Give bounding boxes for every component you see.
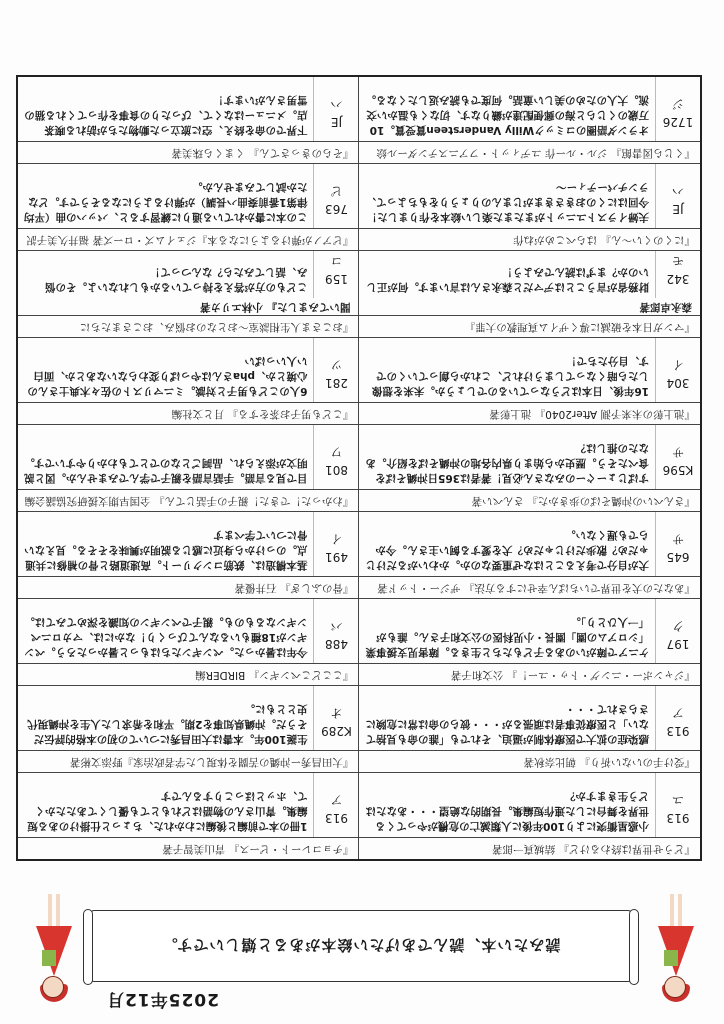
book-cell-right — [17, 425, 359, 512]
table-row — [17, 512, 701, 599]
classification-number: JE — [672, 202, 684, 216]
book-description: 目で見る言語。手話言語を親子で学んでみませんか。図と説明文が添えられ、品詞ごとなのでとてもわかりやすいです。 — [24, 457, 308, 484]
call-number — [314, 686, 359, 750]
book-description: 6人のこども男子と対談。ミニマリストの佐々木典士さんの心境とか、phaさんはやっぱり変わらないなあとか、面白い人いっぱい — [27, 355, 308, 397]
book-title: 『ここどこペンギン』 BIRDER編 — [18, 663, 359, 685]
author-letter: モ — [672, 254, 685, 268]
book-cell-left — [359, 251, 701, 338]
book-title-continued: 森永卓郎著 — [639, 301, 692, 313]
author-letter: ク — [672, 619, 685, 633]
author-letter: ユ — [672, 793, 685, 807]
call-number — [655, 77, 700, 141]
author-letter: コ — [330, 254, 343, 268]
banner-text: 読みたい本、読んであげたい絵本があると嬉しいです。 — [161, 936, 561, 955]
book-cell-right — [17, 512, 359, 599]
classification-number: 801 — [325, 463, 348, 477]
book-title: 『骨のふしぎ』 石井優著 — [18, 576, 359, 598]
author-letter: ハ — [672, 184, 685, 198]
book-description: この本に書かれている通りに練習すると、バッハの曲（平均律第1番前奏曲ハ長調）が弾けるようになるそうです。どなたか試してみませんか。 — [24, 181, 308, 223]
book-description: こどもの方が答えを持っているかもしれないよ。その悩み、話してみたら？なんつって！ — [45, 266, 308, 293]
call-number — [314, 338, 359, 402]
table-row — [17, 76, 701, 164]
book-cell-right — [17, 251, 359, 338]
book-title: 『そらのきっさてん』 くまくら珠美著 — [18, 141, 359, 163]
issue-date: 2025年12月 — [106, 989, 219, 1009]
author-letter: ハ — [330, 97, 343, 111]
call-number — [655, 599, 700, 663]
book-description: 小惑星衝突により100年後に人類滅亡の危機がやってくる世界を舞台にした連作短編集。長期的な絶望・・・あなたはどう生きますか？ — [365, 790, 649, 832]
book-title: 『マンガ日本を破滅に導くザイム真理教の大罪』 — [360, 315, 701, 337]
book-cell-left — [359, 686, 701, 773]
classification-number: 488 — [325, 637, 348, 651]
author-letter: イ — [330, 532, 343, 546]
table-row — [17, 686, 701, 773]
book-description: ケニアで障がいのある子どもたちと生きる。障害児支援事業「シロアムの園」園長・小児科医の公文和子さん。誰もが「一人ひとり」。 — [365, 616, 649, 658]
call-number — [314, 164, 359, 228]
banner-scroll — [90, 910, 632, 982]
book-cell-right — [17, 76, 359, 164]
call-number — [314, 773, 359, 837]
table-row — [17, 599, 701, 686]
author-letter: ジ — [672, 97, 685, 111]
book-cell-right — [17, 338, 359, 425]
book-cell-right — [17, 164, 359, 251]
book-cell-right — [17, 686, 359, 773]
book-description: 16年後、日本はどうなっているのでしょうか。未来を想像したら暗くなってしまうけれど、これから創っていくのです、自分たちで！ — [371, 355, 649, 397]
classification-number: 1726 — [662, 115, 694, 129]
call-number — [655, 773, 700, 837]
classification-number: 645 — [666, 550, 690, 564]
book-title: 『あなたの犬を世界でいちばん幸せにする方法』 ザジー・トッド著 — [360, 576, 701, 598]
book-cell-left — [359, 425, 701, 512]
author-letter: オ — [330, 706, 343, 720]
classification-number: 913 — [666, 811, 690, 825]
book-title: 『大田昌秀ー沖縄の苦闘を体現した学者政治家』野添文彬著 — [18, 750, 359, 772]
call-number — [314, 77, 359, 141]
classification-number: 159 — [325, 272, 348, 286]
book-cell-right — [17, 599, 359, 686]
classification-number: 197 — [666, 637, 690, 651]
classification-number: 342 — [666, 272, 690, 286]
book-description: 生誕100年。本書は大田昌秀についての初の本格的評伝だそうだ。沖縄県知事を2期。平和を希求した人生を沖縄現代史とともに。 — [27, 703, 308, 745]
call-number — [655, 686, 700, 750]
book-cell-left — [359, 164, 701, 251]
book-title: 『受け手のいない祈り』 朝比奈秋著 — [360, 750, 701, 772]
call-number — [314, 251, 359, 298]
call-number — [655, 338, 700, 402]
table-row — [17, 425, 701, 512]
author-letter: ア — [330, 793, 343, 807]
book-title: 『池上彰の未来予測 After2040』 池上彰著 — [360, 402, 701, 424]
book-cell-left — [359, 512, 701, 599]
classification-number: 491 — [325, 550, 348, 564]
author-letter: ピ — [330, 184, 343, 198]
classification-number: 913 — [325, 811, 348, 825]
book-title: 『にくのくい〜ん』 はらぺこめがね作 — [360, 228, 701, 250]
book-cell-left — [359, 773, 701, 861]
classification-number: K289 — [321, 724, 352, 738]
classification-number: 763 — [325, 202, 348, 216]
book-description: 犬が自分で考えることはなぜ重要なのか。かわいがるだけじゃだめ？散歩だけじゃだめ？犬を愛する飼い主さん。今からでも遅くない。 — [365, 529, 649, 571]
girl-reading-illustration-icon — [656, 891, 696, 1006]
call-number — [655, 512, 700, 576]
book-description: 基本構造は、鉄筋コンクリート。高速道路と骨の補修に共通点。のっけから身近に感じる説明が興味をそそる。見えない骨について学べます — [24, 529, 308, 571]
classification-number: 913 — [666, 724, 690, 738]
book-description: すばじょーぐーのみなさん必見！著者は365日沖縄そばを食べたそう。歴史から始まり県内各地の沖縄そばを紹介。あなたの推しは？ — [365, 442, 649, 484]
author-letter: イ — [672, 358, 685, 372]
author-letter: ワ — [330, 445, 343, 459]
book-description: 今年は暑かった。ペンギンたちはもっと暑かったろう。ペンギンが18種もいるなんてびっくり！なかには、マカロニペンギンなるものも。親子でペンギンの知識を深めてみては。 — [24, 616, 308, 658]
book-description: 下界での命を終え、空に旅立った動物たちが訪れる喫茶店。メニューはなくて、ぴったりの食事を作ってくれる猫の雪男さんがいます！ — [24, 94, 308, 136]
book-cell-left — [359, 338, 701, 425]
book-title-continued: 聞いてみました』 小林エリカ著 — [199, 301, 351, 313]
book-description: 夫婦イラストユニットがまたまた楽しい絵本を作りました！今回はにくのおきさきまがじまんのりょうりをもちよって、ランチパーティー〜 — [365, 181, 649, 223]
call-number — [655, 251, 700, 298]
book-title: 『どうせ世界は終わるけど』 結城真一郎著 — [360, 837, 701, 859]
table-row — [17, 251, 701, 338]
author-letter: サ — [672, 532, 685, 546]
book-title: 『チョコレート・ピース』 青山美智子著 — [18, 837, 359, 859]
call-number — [314, 599, 359, 663]
author-letter: ツ — [330, 358, 343, 372]
book-description: 感染症の拡大で医療体制が逼迫、それでも「誰の命も見捨てない」と医療従事者は頑張るが・・・彼らの命は常に危険にさらされて・・・ — [365, 703, 649, 745]
book-title: 『ピアノが弾けるようになる本』ジェイムズ・ローズ著 福井久美子訳 — [18, 228, 359, 250]
classification-number: 304 — [666, 376, 690, 390]
book-cell-left — [359, 599, 701, 686]
book-description: 財務省が言うことはデマだと森永さんは言います。何が正しいのか？まずは読んでみよう！ — [366, 266, 649, 293]
book-description: 1冊の本で前編と後編にわかれた、ちょっと仕掛けのある短編集。青山さんの物語はどれもとても優しくてあたたかくて、ホッとほっこりするんです — [27, 790, 308, 832]
book-title: 『さんぺいの沖縄そばの歩きかた』 さんぺい著 — [360, 489, 701, 511]
book-title: 『わかった！できた！親子の手話じてん』 全国早期支援研究協議会編 — [18, 489, 359, 511]
book-cell-left — [359, 76, 701, 164]
book-title: 『こども男子お茶をする』 月と文社編 — [18, 402, 359, 424]
author-letter: バ — [330, 619, 343, 633]
table-row — [17, 338, 701, 425]
author-letter: ア — [672, 706, 685, 720]
table-row — [17, 164, 701, 251]
classification-number: 281 — [325, 376, 348, 390]
book-title: 『おこさま人生相談室〜おとなのお悩み、おこさまたちに — [18, 315, 359, 337]
book-title: 『くじら図書館』 ジル・ルー作 ユディット・フアニステンダール絵 — [360, 141, 701, 163]
classification-number: JE — [330, 115, 343, 129]
author-letter: サ — [672, 445, 685, 459]
book-cell-right — [17, 773, 359, 861]
call-number — [314, 512, 359, 576]
classification-number: K596 — [662, 463, 694, 477]
book-recommendations-table — [16, 75, 702, 861]
call-number — [314, 425, 359, 489]
call-number — [655, 425, 700, 489]
book-description: オランダ語圏のコミックWilly Vandersteen賞受賞。10万歳のくじらと海の郵便配達が織りなす、切なくも温かい交流。大人のための美しい童話。何度でも読み返したくなる。 — [365, 94, 649, 136]
call-number — [655, 164, 700, 228]
book-title: 『ジャンボー・ニング・トゥ・ユー！』 公文和子著 — [360, 663, 701, 685]
header — [0, 874, 724, 1024]
girl-reading-illustration-icon — [34, 891, 74, 1006]
table-row — [17, 773, 701, 861]
